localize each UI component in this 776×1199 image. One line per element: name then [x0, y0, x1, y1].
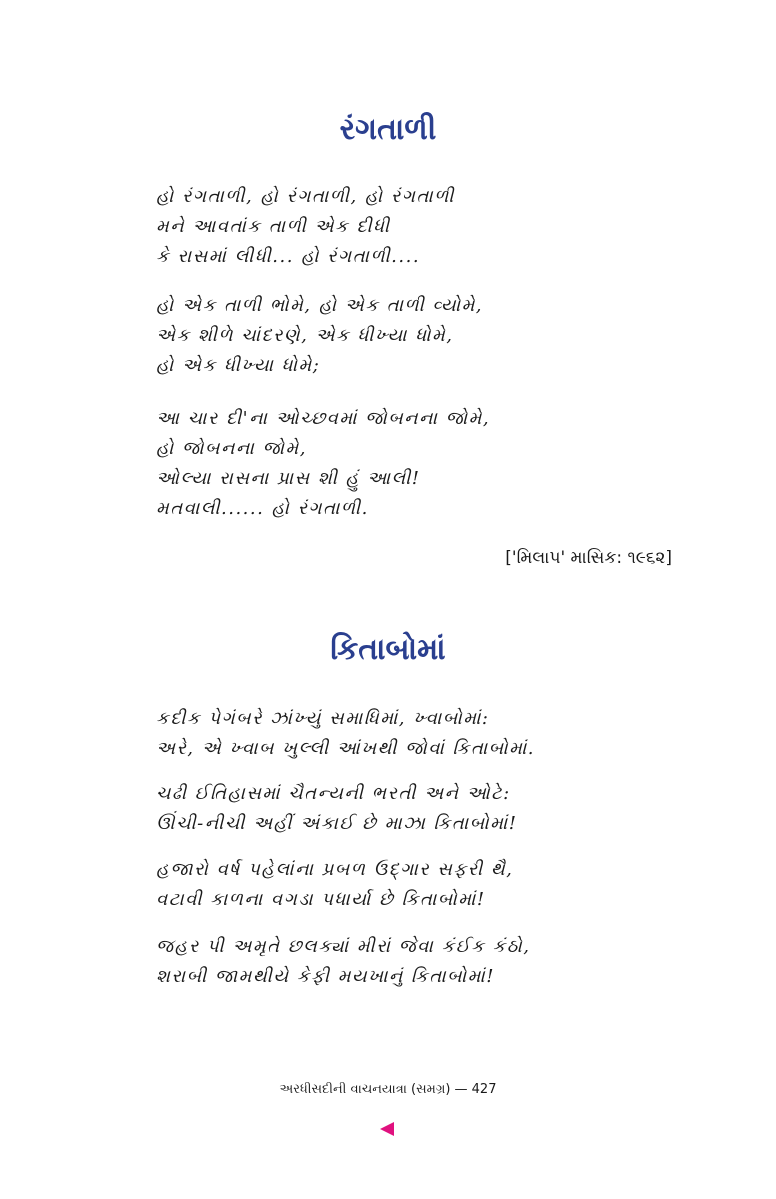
- verse-line: અરે, એ ખ્વાબ ખુલ્લી આંખથી જોવાં કિતાબોમાં.: [156, 738, 535, 759]
- verse-line: આ ચાર દી'ના ઓચ્છવમાં જોબનના જોમે,: [156, 408, 491, 429]
- verse-line: શરાબી જામથીયે કેફી મયખાનું કિતાબોમાં!: [156, 966, 495, 987]
- poem1-source-citation: ['મિલાપ' માસિક: ૧૯૬૨]: [505, 548, 672, 568]
- poem-title-kitabooma: કિતાબોમાં: [330, 632, 446, 667]
- verse-line: હો એક ધીખ્યા ધોમે;: [156, 355, 321, 376]
- poem1-stanza-3: [156, 404, 490, 524]
- verse-line: હો એક તાળી ભોમે, હો એક તાળી વ્યોમે,: [156, 295, 484, 316]
- poem1-stanza-1: [156, 182, 455, 272]
- verse-line: ઓલ્યા રાસના પ્રાસ શી હું આલી!: [156, 468, 421, 489]
- verse-line: મને આવતાંક તાળી એક દીધી: [156, 216, 391, 237]
- verse-line: એક શીળે ચાંદરણે, એક ધીખ્યા ધોમે,: [156, 325, 454, 346]
- verse-line: મતવાલી...... હો રંગતાળી.: [156, 498, 369, 519]
- verse-line: કદીક પેગંબરે ઝાંખ્યું સમાધિમાં, ખ્વાબોમાં:: [156, 708, 490, 729]
- verse-line: કે રાસમાં લીધી... હો રંગતાળી....: [156, 246, 421, 267]
- poem2-stanza-3: [156, 855, 513, 915]
- verse-line: હો રંગતાળી, હો રંગતાળી, હો રંગતાળી: [156, 186, 455, 207]
- verse-line: હો જોબનના જોમે,: [156, 438, 307, 459]
- verse-line: ચઢી ઈતિહાસમાં ચૈતન્યની ભરતી અને ઓટે:: [156, 783, 511, 804]
- poem1-stanza-2: [156, 291, 483, 381]
- previous-page-arrow-icon[interactable]: [380, 1122, 394, 1136]
- poem2-stanza-1: [156, 704, 535, 764]
- page-footer: અરધીસદીની વાચનયાત્રા (સમગ્ર) — 427: [279, 1082, 497, 1097]
- poem-title-rangtali: રંગતાળી: [339, 112, 437, 147]
- verse-line: જહર પી અમૃતે છલક્યાં મીરાં જેવા કંઈક કંઠો,: [156, 936, 531, 957]
- verse-line: ઊંચી-નીચી અહીં અંકાઈ છે માઝા કિતાબોમાં!: [156, 813, 518, 834]
- poem2-stanza-2: [156, 779, 517, 839]
- verse-line: હજારો વર્ષ પહેલાંના પ્રબળ ઉદ્ગાર સફરી થૈ,: [156, 859, 514, 880]
- verse-line: વટાવી કાળના વગડા પધાર્યા છે કિતાબોમાં!: [156, 889, 486, 910]
- poem2-stanza-4: [156, 932, 530, 992]
